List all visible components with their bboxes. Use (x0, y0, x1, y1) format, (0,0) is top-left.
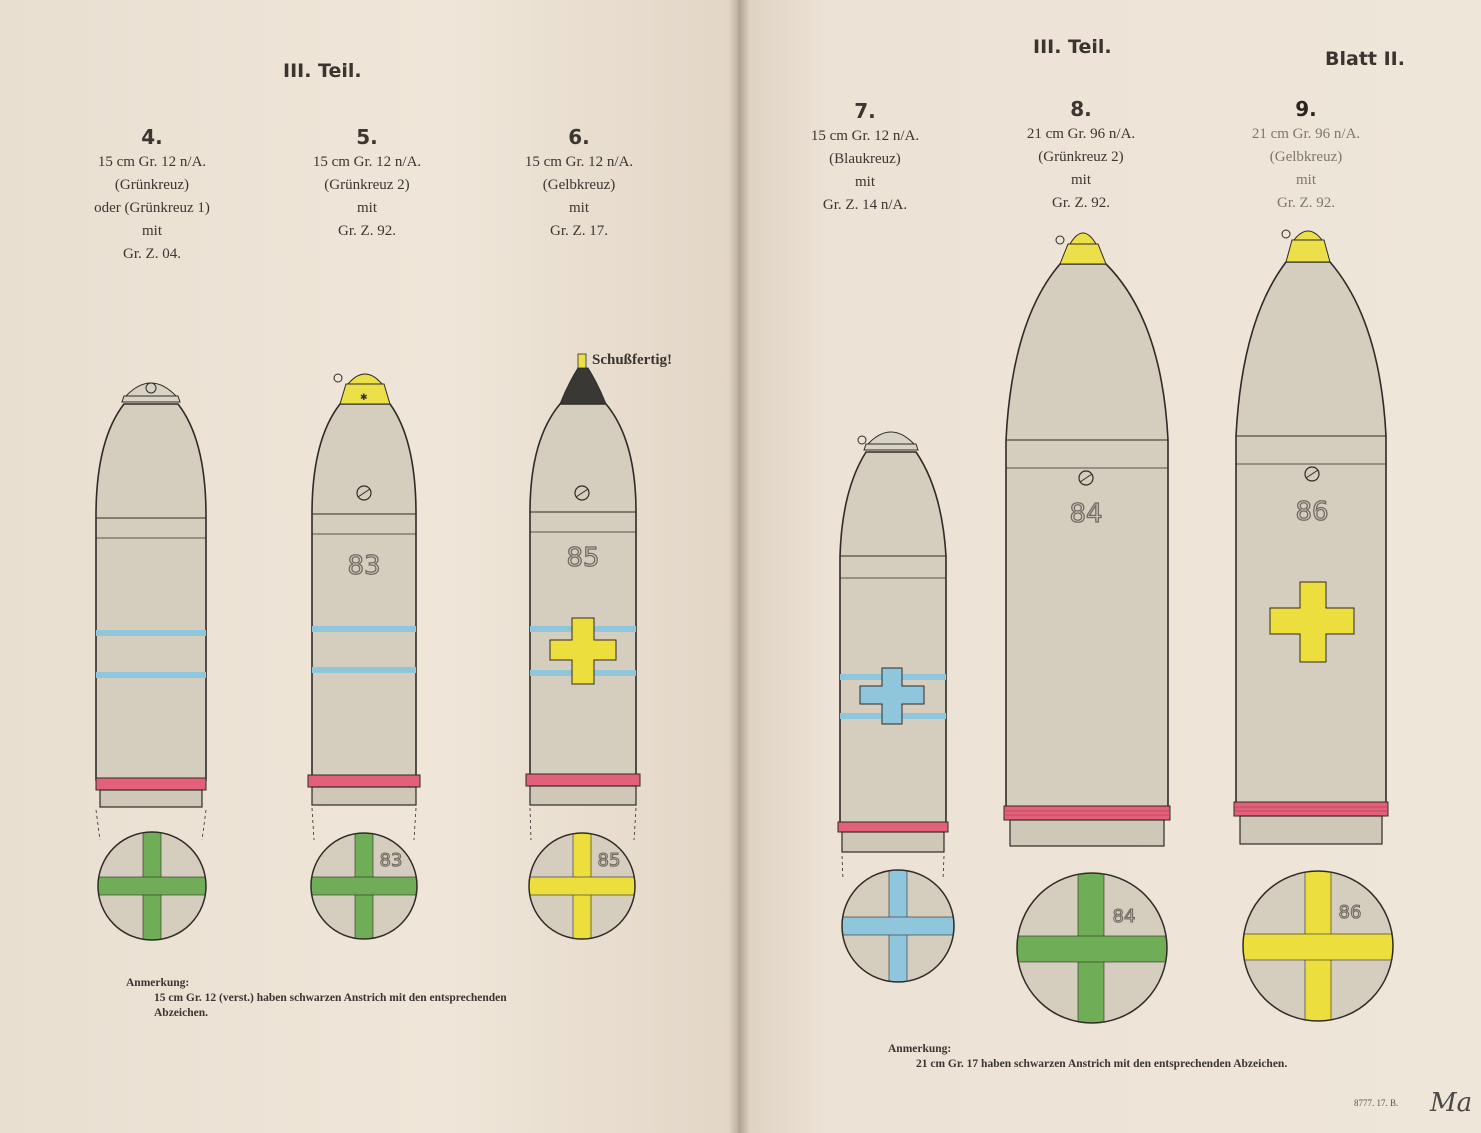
left-heading: III. Teil. (283, 60, 362, 82)
caption-line: Gr. Z. 04. (123, 246, 181, 262)
fuze-4 (122, 383, 180, 402)
base-marking-83: 83 (379, 850, 403, 871)
shell-number: 9. (1295, 97, 1317, 121)
base-marking-84: 84 (1112, 906, 1136, 927)
caption-line: Gr. Z. 14 n/A. (822, 197, 908, 213)
shell-7 (838, 432, 956, 984)
caption-shell-8 (976, 98, 1186, 215)
caption-line: 21 cm Gr. 96 n/A. (1251, 126, 1361, 142)
note-label: Anmerkung: (126, 977, 190, 989)
marking-86: 86 (1295, 497, 1329, 527)
caption-line: mit (1295, 172, 1316, 188)
shell-number: 7. (854, 99, 876, 123)
caption-line: Gr. Z. 17. (550, 223, 608, 239)
caption-line: (Grünkreuz 2) (324, 177, 410, 193)
left-note (126, 976, 507, 1021)
shell-8 (1004, 233, 1170, 1026)
shell-number: 5. (356, 125, 378, 149)
base-marking-86: 86 (1338, 902, 1362, 923)
caption-line: 15 cm Gr. 12 n/A. (312, 154, 422, 170)
marking-83: 83 (347, 551, 381, 581)
shell-4 (96, 383, 208, 942)
right-heading: III. Teil. (1033, 36, 1112, 58)
shell-5 (308, 374, 420, 942)
svg-text:✱: ✱ (360, 393, 368, 403)
print-code: 8777. 17. B. (1354, 1098, 1399, 1108)
caption-line: 15 cm Gr. 12 n/A. (524, 154, 634, 170)
fuze-7 (858, 432, 918, 450)
caption-line: 15 cm Gr. 12 n/A. (810, 128, 920, 144)
caption-line: (Blaukreuz) (829, 151, 901, 167)
caption-line: Gr. Z. 92. (1277, 195, 1335, 211)
base-marking-85: 85 (597, 850, 621, 871)
shell-9 (1234, 230, 1396, 1024)
caption-line: mit (141, 223, 162, 239)
caption-shell-9 (1201, 98, 1411, 215)
shell-number: 6. (568, 125, 590, 149)
caption-line: (Grünkreuz) (114, 177, 190, 193)
caption-shell-6 (474, 126, 684, 243)
caption-shell-7 (760, 100, 970, 217)
caption-line: (Gelbkreuz) (1269, 149, 1343, 165)
shell-number: 8. (1070, 97, 1092, 121)
caption-line: Gr. Z. 92. (338, 223, 396, 239)
note-line: 15 cm Gr. 12 (verst.) haben schwarzen Anstrich mit den entsprechenden (154, 992, 507, 1004)
caption-line: mit (356, 200, 377, 216)
caption-line: (Gelbkreuz) (542, 177, 616, 193)
base-view-6 (526, 830, 638, 942)
base-view-5 (308, 830, 420, 942)
caption-shell-4 (47, 126, 257, 266)
caption-line: oder (Grünkreuz 1) (94, 200, 210, 216)
handwritten-mark: Ma (1430, 1088, 1473, 1118)
caption-line: (Grünkreuz 2) (1038, 149, 1124, 165)
caption-line: 21 cm Gr. 96 n/A. (1026, 126, 1136, 142)
sheet-label: Blatt II. (1325, 48, 1405, 70)
caption-shell-5 (262, 126, 472, 243)
ready-to-fire-annotation: Schußfertig! (592, 352, 672, 368)
marking-85: 85 (566, 543, 600, 573)
right-note (888, 1042, 1287, 1072)
marking-84: 84 (1069, 499, 1103, 529)
caption-line: 15 cm Gr. 12 n/A. (97, 154, 207, 170)
caption-line: mit (568, 200, 589, 216)
note-line: Abzeichen. (154, 1007, 208, 1019)
shell-number: 4. (141, 125, 163, 149)
shell-6 (526, 354, 640, 942)
caption-line: Gr. Z. 92. (1052, 195, 1110, 211)
caption-line: mit (854, 174, 875, 190)
note-label: Anmerkung: (888, 1043, 952, 1055)
caption-line: mit (1070, 172, 1091, 188)
base-view-8 (1014, 870, 1170, 1026)
note-line: 21 cm Gr. 17 haben schwarzen Anstrich mit den entsprechenden Abzeichen. (916, 1058, 1288, 1070)
base-view-7 (840, 868, 956, 984)
base-view-4 (96, 830, 208, 942)
base-view-9 (1240, 868, 1396, 1024)
